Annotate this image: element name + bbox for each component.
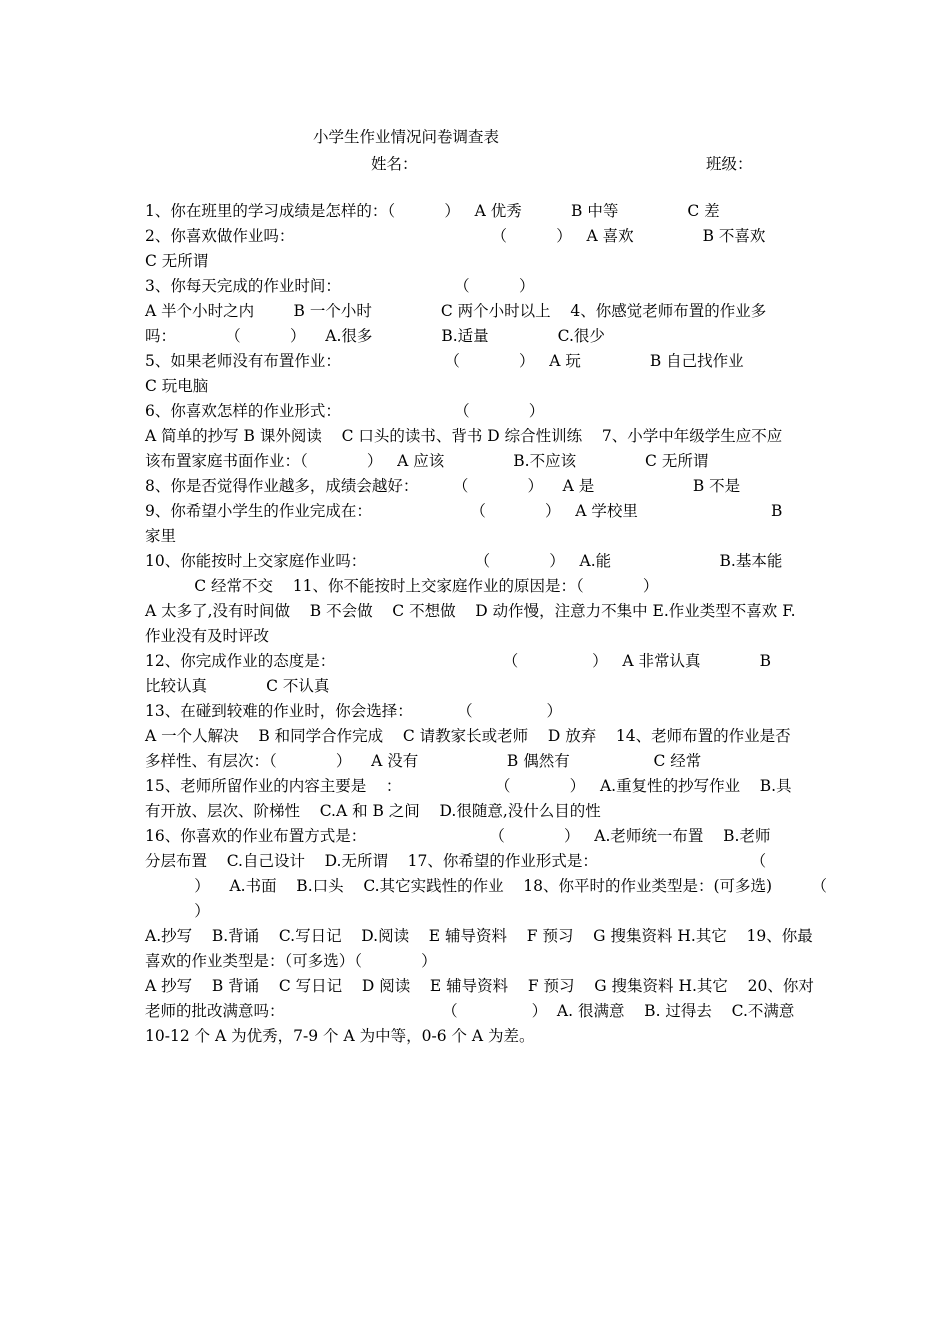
scoring-note: 10-12 个 A 为优秀，7-9 个 A 为中等，0-6 个 A 为差。 xyxy=(145,1027,535,1045)
question-line: 作业没有及时评改 xyxy=(145,627,270,645)
question-line: ） xyxy=(145,902,210,920)
question-line: 6、你喜欢怎样的作业形式： （ ） xyxy=(145,402,545,420)
question-line: ） A.书面 B.口头 C.其它实践性的作业 18、你平时的作业类型是：(可多选) （ xyxy=(145,877,828,895)
name-label: 姓名： xyxy=(371,155,418,173)
question-line: 该布置家庭书面作业：（ ） A 应该 B.不应该 C 无所谓 xyxy=(145,452,709,470)
question-line: 5、如果老师没有布置作业： （ ） A 玩 B 自己找作业 xyxy=(145,352,744,370)
question-line: 分层布置 C.自己设计 D.无所谓 17、你希望的作业形式是： （ xyxy=(145,852,767,870)
question-line: A 抄写 B 背诵 C 写日记 D 阅读 E 辅导资料 F 预习 G 搜集资料 H.其它 20、你对 xyxy=(145,977,814,995)
question-line: C 无所谓 xyxy=(145,252,209,270)
question-line: 3、你每天完成的作业时间： （ ） xyxy=(145,277,535,295)
question-line: 8、你是否觉得作业越多，成绩会越好： （ ） A 是 B 不是 xyxy=(145,477,741,495)
question-line: C 经常不交 11、你不能按时上交家庭作业的原因是：（ ） xyxy=(145,577,659,595)
question-line: 多样性、有层次：（ ） A 没有 B 偶然有 C 经常 xyxy=(145,752,702,770)
class-label: 班级： xyxy=(706,155,753,173)
question-line: 喜欢的作业类型是：（可多选）（ ） xyxy=(145,952,437,970)
question-line: 9、你希望小学生的作业完成在： （ ） A 学校里 B xyxy=(145,502,783,520)
question-line: A 太多了,没有时间做 B 不会做 C 不想做 D 动作慢，注意力不集中 E.作业类型不喜欢 F. xyxy=(145,602,796,620)
question-line: 13、在碰到较难的作业时，你会选择： （ ） xyxy=(145,702,562,720)
question-line: 有开放、层次、阶梯性 C.A 和 B 之间 D.很随意,没什么目的性 xyxy=(145,802,601,820)
question-line: 家里 xyxy=(145,527,177,545)
question-line: 1、你在班里的学习成绩是怎样的：（ ） A 优秀 B 中等 C 差 xyxy=(145,202,720,220)
question-line: 老师的批改满意吗： （ ） A. 很满意 B. 过得去 C.不满意 xyxy=(145,1002,795,1020)
question-line: A 半个小时之内 B 一个小时 C 两个小时以上 4、你感觉老师布置的作业多 xyxy=(145,302,767,320)
question-line: 吗： （ ） A.很多 B.适量 C.很少 xyxy=(145,327,605,345)
question-line: 比较认真 C 不认真 xyxy=(145,677,330,695)
question-line: C 玩电脑 xyxy=(145,377,209,395)
question-line: A.抄写 B.背诵 C.写日记 D.阅读 E 辅导资料 F 预习 G 搜集资料 H.其它 19、你最 xyxy=(145,927,813,945)
question-line: 2、你喜欢做作业吗： （ ） A 喜欢 B 不喜欢 xyxy=(145,227,766,245)
question-line: 10、你能按时上交家庭作业吗： （ ） A.能 B.基本能 xyxy=(145,552,783,570)
question-line: 12、你完成作业的态度是： （ ） A 非常认真 B xyxy=(145,652,772,670)
question-line: A 一个人解决 B 和同学合作完成 C 请教家长或老师 D 放弃 14、老师布置的作业是否 xyxy=(145,727,791,745)
question-line: A 简单的抄写 B 课外阅读 C 口头的读书、背书 D 综合性训练 7、小学中年级学生应不应 xyxy=(145,427,783,445)
question-line: 16、你喜欢的作业布置方式是： （ ） A.老师统一布置 B.老师 xyxy=(145,827,771,845)
question-line: 15、老师所留作业的内容主要是 ： （ ） A.重复性的抄写作业 B.具 xyxy=(145,777,792,795)
document-title: 小学生作业情况问卷调查表 xyxy=(313,128,500,146)
